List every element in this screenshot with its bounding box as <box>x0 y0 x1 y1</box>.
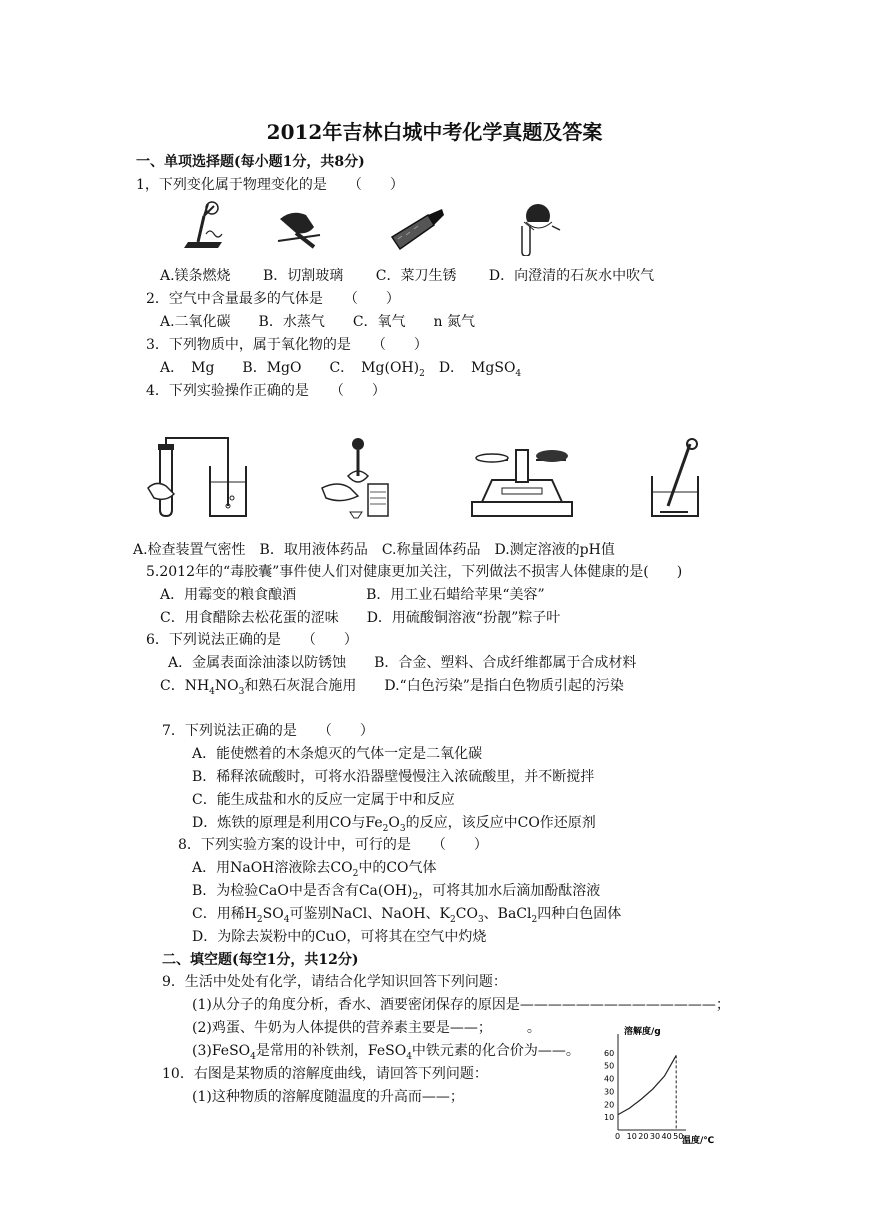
chart-y-tick-label: 60 <box>604 1048 615 1058</box>
chart-y-tick-label: 20 <box>604 1100 615 1110</box>
question-7-option-d: D．炼铁的原理是利用CO与$Fe_2O_3$的反应，该反应中CO作还原剂 <box>192 815 596 834</box>
ph-test-illustration <box>646 436 706 522</box>
question-3-options: A． Mg B．MgO C． $Mg(OH)_2$ D． MgSO$_4$ <box>160 360 522 379</box>
question-9-part-1: (1)从分子的角度分析，香水、酒要密闭保存的原因是——————————————； <box>192 997 730 1013</box>
section-heading-choice: 一、单项选择题(每小题1分，共8分) <box>136 154 365 170</box>
chart-x-axis-label: 温度/℃ <box>682 1136 715 1146</box>
question-10-stem: 10．右图是某物质的溶解度曲线，请回答下列问题： <box>162 1066 488 1082</box>
question-3-stem: 3．下列物质中，属于氧化物的是 （ ） <box>146 337 428 353</box>
chart-x-tick-label: 10 <box>626 1132 637 1141</box>
chart-x-tick-label: 40 <box>661 1132 672 1141</box>
question-5-options-cd: C．用食醋除去松花蛋的涩味 D．用硫酸铜溶液“扮靓”粽子叶 <box>160 610 561 626</box>
question-8-option-d: D．为除去炭粉中的CuO，可将其在空气中灼烧 <box>192 929 487 945</box>
question-8-option-a: A．用NaOH溶液除去$CO_2$中的CO气体 <box>192 860 437 879</box>
question-5-stem: 5.2012年的“毒胶囊”事件使人们对健康更加关注，下列做法不损害人体健康的是( ) <box>146 564 683 580</box>
question-1-options: A.镁条燃烧 B．切割玻璃 C．菜刀生锈 D．向澄清的石灰水中吹气 <box>160 268 655 284</box>
question-2-stem: 2．空气中含量最多的气体是 （ ） <box>146 291 400 307</box>
glass-cutting-illustration <box>274 205 326 251</box>
question-9-stem: 9．生活中处处有化学，请结合化学知识回答下列问题： <box>162 974 507 990</box>
question-9-part-3: (3)FeSO$_4$是常用的补铁剂，FeSO$_4$中铁元素的化合价为——。 <box>192 1043 580 1062</box>
magnesium-burning-illustration <box>178 198 228 254</box>
page-title: 2012年吉林白城中考化学真题及答案 <box>266 120 603 144</box>
blowing-into-limewater-illustration <box>512 200 564 256</box>
question-4-options: A.检查装置气密性 B．取用液体药品 C.称量固体药品 D.测定溶液的pH值 <box>133 542 615 558</box>
question-8-stem: 8．下列实验方案的设计中，可行的是 （ ） <box>178 837 488 853</box>
chart-x-tick-label: 20 <box>638 1132 649 1141</box>
question-4-stem: 4．下列实验操作正确的是 （ ） <box>146 383 386 399</box>
solubility-curve-chart <box>602 1022 732 1146</box>
question-8-option-c: C．用稀$H_2SO_4$可鉴别NaCl、NaOH、$K_2CO_3$、BaCl$_2$四种白色固体 <box>192 906 622 925</box>
chart-x-tick-label: 30 <box>649 1132 661 1141</box>
question-6-options-ab: A．金属表面涂油漆以防锈蚀 B．合金、塑料、合成纤维都属于合成材料 <box>168 655 637 671</box>
chart-y-axis-label: 溶解度/g <box>624 1027 661 1037</box>
question-7-option-a: A．能使燃着的木条熄灭的气体一定是二氧化碳 <box>192 746 483 762</box>
chart-y-tick-label: 10 <box>604 1113 615 1123</box>
section-heading-fill: 二、填空题(每空1分，共12分) <box>162 952 359 968</box>
question-10-part-1: (1)这种物质的溶解度随温度的升高而——； <box>192 1089 464 1105</box>
question-5-options-ab: A．用霉变的粮食酿酒 B．用工业石蜡给苹果“美容” <box>160 587 545 603</box>
question-1-stem: 1，下列变化属于物理变化的是 （ ） <box>136 177 404 193</box>
chart-x-tick-label: 50 <box>673 1132 684 1141</box>
rusty-knife-illustration <box>388 207 446 253</box>
question-2-options: A.二氧化碳 B．水蒸气 C．氧气 n 氮气 <box>160 314 476 330</box>
solubility-curve-line <box>618 1055 676 1114</box>
question-9-part-2: (2)鸡蛋、牛奶为人体提供的营养素主要是——； 。 <box>192 1020 541 1036</box>
question-6-stem: 6．下列说法正确的是 （ ） <box>146 632 358 648</box>
question-8-option-b: B．为检验CaO中是否含有$Ca(OH)_2$，可将其加水后滴加酚酞溶液 <box>192 883 601 902</box>
chart-y-tick-label: 30 <box>604 1087 615 1097</box>
airtightness-check-illustration <box>146 436 256 522</box>
chart-x-tick-label: 0 <box>615 1132 621 1141</box>
question-7-stem: 7．下列说法正确的是 （ ） <box>162 723 374 739</box>
question-7-option-c: C．能生成盐和水的反应一定属于中和反应 <box>192 792 455 808</box>
dropper-liquid-illustration <box>320 436 396 522</box>
question-6-options-cd: C．$NH_4NO_3$和熟石灰混合施用 D.“白色污染”是指白色物质引起的污染 <box>160 678 624 697</box>
chart-y-tick-label: 40 <box>604 1074 615 1084</box>
balance-scale-illustration <box>468 440 576 522</box>
chart-y-tick-label: 50 <box>604 1061 615 1071</box>
question-7-option-b: B．稀释浓硫酸时，可将水沿器壁慢慢注入浓硫酸里，并不断搅拌 <box>192 769 595 785</box>
